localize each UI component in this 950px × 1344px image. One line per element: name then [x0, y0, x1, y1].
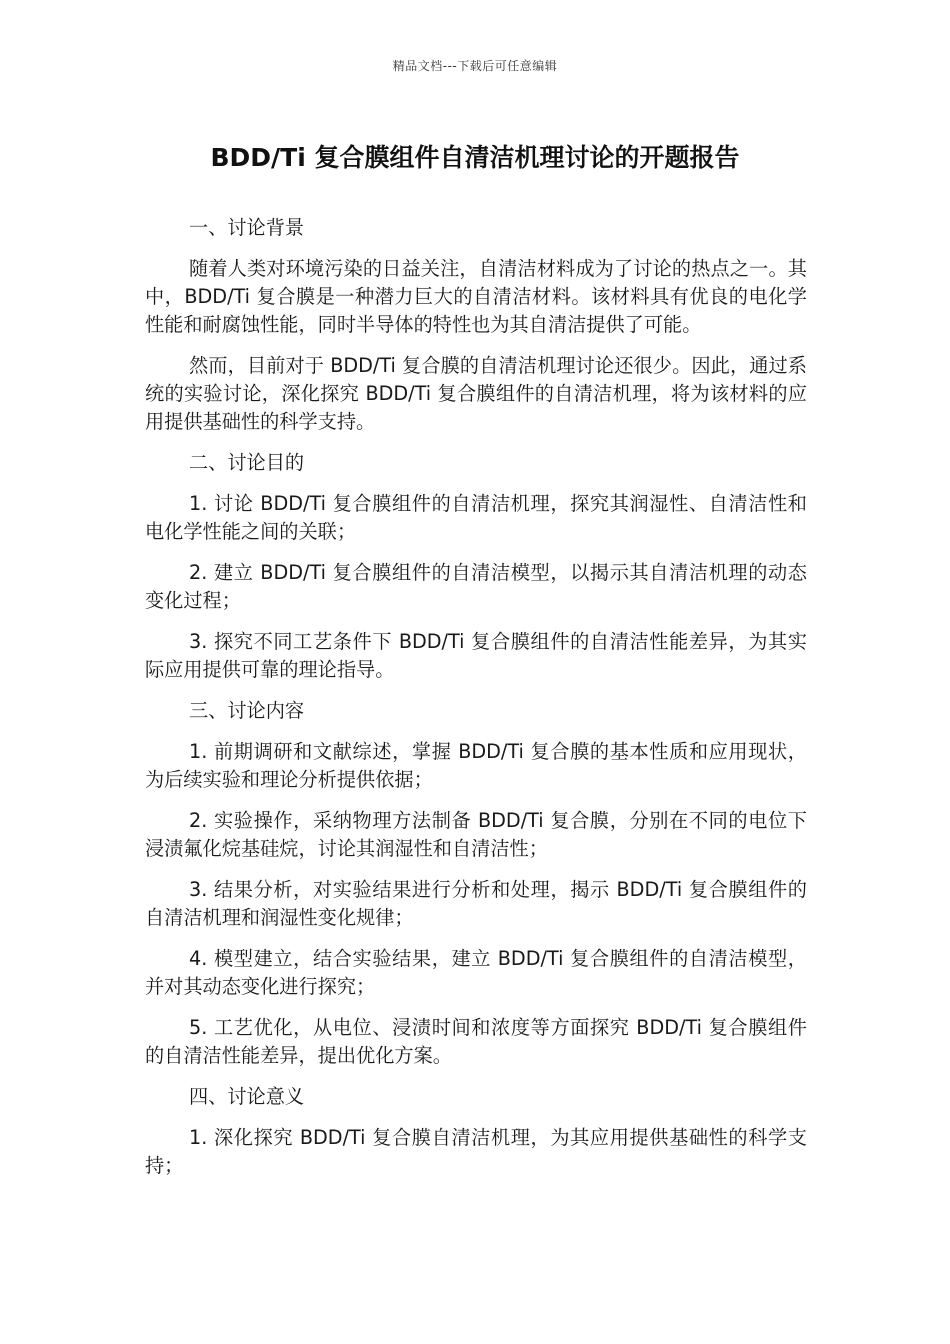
content-item-2: 2. 实验操作，采纳物理方法制备 BDD/Ti 复合膜，分别在不同的电位下浸渍氟化烷基硅烷，讨论其润湿性和自清洁性； [145, 809, 807, 860]
section-heading-purpose: 二、讨论目的 [189, 451, 305, 474]
section-heading-significance: 四、讨论意义 [189, 1085, 305, 1108]
paragraph-background-1: 随着人类对环境污染的日益关注，自清洁材料成为了讨论的热点之一。其中，BDD/Ti 复合膜是一种潜力巨大的自清洁材料。该材料具有优良的电化学性能和耐腐蚀性能，同时半导体的特性也为其自清洁提供了可能。 [145, 257, 807, 336]
significance-item-1: 1. 深化探究 BDD/Ti 复合膜自清洁机理，为其应用提供基础性的科学支持； [145, 1126, 807, 1177]
document-body [145, 214, 807, 1193]
purpose-item-1: 1. 讨论 BDD/Ti 复合膜组件的自清洁机理，探究其润湿性、自清洁性和电化学性能之间的关联； [145, 492, 807, 543]
content-item-5: 5. 工艺优化，从电位、浸渍时间和浓度等方面探究 BDD/Ti 复合膜组件的自清洁性能差异，提出优化方案。 [145, 1016, 807, 1067]
section-heading-content: 三、讨论内容 [189, 699, 305, 722]
document-title: BDD/Ti 复合膜组件自清洁机理讨论的开题报告 [210, 143, 740, 172]
content-item-3: 3. 结果分析，对实验结果进行分析和处理，揭示 BDD/Ti 复合膜组件的自清洁机理和润湿性变化规律； [145, 878, 807, 929]
purpose-item-3: 3. 探究不同工艺条件下 BDD/Ti 复合膜组件的自清洁性能差异，为其实际应用提供可靠的理论指导。 [145, 630, 807, 681]
page-header-note: 精品文档---下载后可任意编辑 [392, 59, 558, 73]
purpose-item-2: 2. 建立 BDD/Ti 复合膜组件的自清洁模型，以揭示其自清洁机理的动态变化过程； [145, 561, 807, 612]
paragraph-background-2: 然而，目前对于 BDD/Ti 复合膜的自清洁机理讨论还很少。因此，通过系统的实验讨论，深化探究 BDD/Ti 复合膜组件的自清洁机理，将为该材料的应用提供基础性的科学支持。 [145, 354, 807, 433]
content-item-1: 1. 前期调研和文献综述，掌握 BDD/Ti 复合膜的基本性质和应用现状，为后续实验和理论分析提供依据； [145, 740, 807, 791]
content-item-4: 4. 模型建立，结合实验结果，建立 BDD/Ti 复合膜组件的自清洁模型，并对其动态变化进行探究； [145, 947, 807, 998]
section-heading-background: 一、讨论背景 [189, 216, 305, 239]
